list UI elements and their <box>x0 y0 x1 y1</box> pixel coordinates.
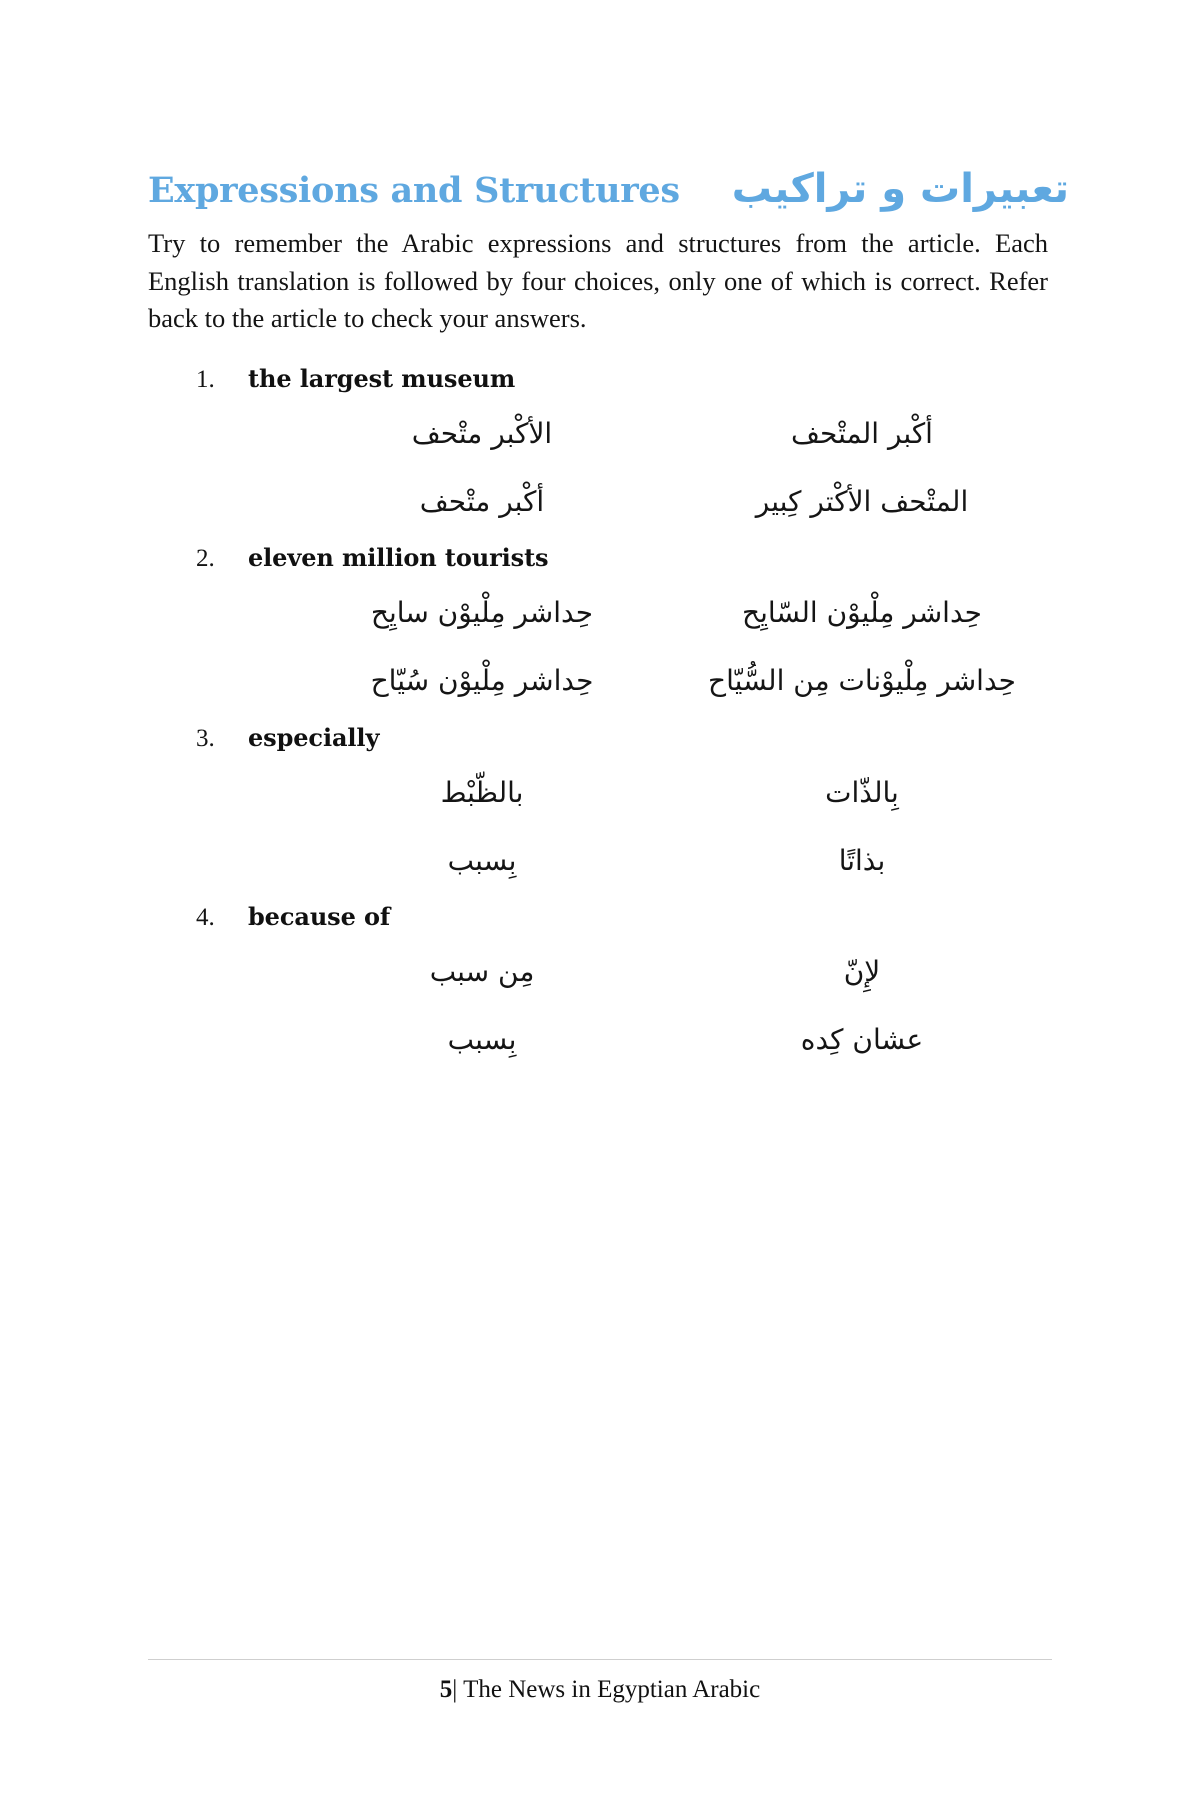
choice-option[interactable]: حداشر مليون السايح <box>742 596 982 630</box>
choice-grid <box>148 938 1052 1074</box>
section-heading <box>148 166 1070 212</box>
exercise-list <box>148 364 1052 1074</box>
choice-option[interactable]: حداشر مليون سياح <box>370 664 594 698</box>
page-number: 5 <box>439 1676 453 1703</box>
footer-separator: | <box>452 1676 458 1703</box>
choice-grid <box>148 400 1052 536</box>
exercise-prompt-row <box>148 723 1052 753</box>
choice-option[interactable]: من سبب <box>429 955 535 989</box>
footer-label <box>148 1676 1052 1704</box>
exercise-item <box>148 364 1052 536</box>
instructions-paragraph: Try to remember the Arabic expressions and structures from the article. Each English translation is followed by four choices, only one of which is correct. Refer back to the article to check your answers. <box>148 228 1048 334</box>
choice-option[interactable]: حداشر مليون سايح <box>370 596 594 630</box>
exercise-item <box>148 723 1052 895</box>
choice-option[interactable]: بالذات <box>825 775 899 809</box>
exercise-number: 3. <box>196 724 215 752</box>
section-title-arabic: تعبيرات و تراكيب <box>731 166 1070 212</box>
choice-grid <box>148 759 1052 895</box>
exercise-prompt: because of <box>248 902 391 932</box>
choice-option[interactable]: أكبر المتحف <box>791 416 933 450</box>
book-title: The News in Egyptian Arabic <box>463 1676 761 1703</box>
exercise-number: 2. <box>196 545 215 573</box>
choice-option[interactable]: لإن <box>843 955 881 989</box>
choice-option[interactable]: عشان كده <box>800 1023 924 1057</box>
section-title-english: Expressions and Structures <box>148 170 680 211</box>
exercise-prompt-row <box>148 543 1052 573</box>
exercise-prompt: eleven million tourists <box>248 543 549 573</box>
choice-option[interactable]: بسبب <box>447 843 517 877</box>
exercise-number: 4. <box>196 904 215 932</box>
choice-option[interactable]: بسبب <box>447 1023 517 1057</box>
exercise-item <box>148 543 1052 715</box>
choice-option[interactable]: الأكبر متحف <box>411 416 553 450</box>
choice-option[interactable]: بذاتا <box>838 843 886 877</box>
exercise-prompt-row <box>148 364 1052 394</box>
choice-grid <box>148 579 1052 715</box>
footer-divider <box>148 1659 1052 1660</box>
choice-option[interactable]: المتحف الأكتر كبير <box>755 484 969 518</box>
exercise-prompt-row <box>148 902 1052 932</box>
exercise-prompt: the largest museum <box>248 363 516 393</box>
page-footer <box>148 1659 1052 1704</box>
page-content <box>148 166 1070 1082</box>
choice-option[interactable]: بالظبط <box>440 775 524 809</box>
exercise-number: 1. <box>196 365 215 393</box>
exercise-prompt: especially <box>248 722 380 752</box>
choice-option[interactable]: أكبر متحف <box>419 484 545 518</box>
choice-option[interactable]: حداشر مليونات من السياح <box>708 664 1016 698</box>
exercise-item <box>148 902 1052 1074</box>
